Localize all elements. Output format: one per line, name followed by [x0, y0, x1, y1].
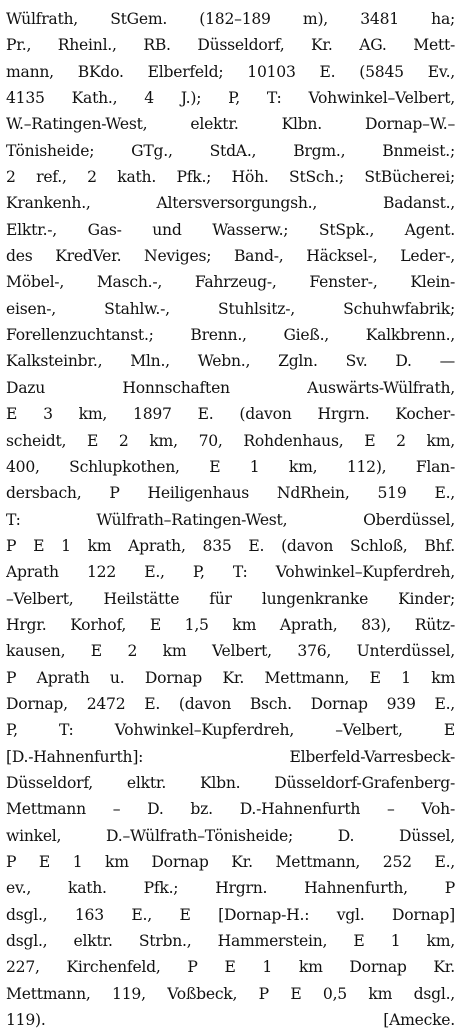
- entry-text-line: Dazu Honnschaften Auswärts-Wülfrath,: [6, 378, 455, 397]
- entry-text-line: Mettmann – D. bz. D.-Hahnenfurth – Voh-: [6, 800, 455, 819]
- entry-text-line: Tönisheide; GTg., StdA., Brgm., Bnmeist.;: [6, 141, 455, 160]
- entry-text-line: Hrgr. Korhof, E 1,5 km Aprath, 83), Rütz-: [6, 615, 455, 634]
- entry-text-line: mann, BKdo. Elberfeld; 10103 E. (5845 Ev.,: [6, 62, 455, 81]
- entry-text-line: Elktr.-, Gas- und Wasserw.; StSpk., Agent.: [6, 220, 455, 239]
- entry-text-line: 119). [Amecke.: [6, 1011, 455, 1030]
- entry-text-line: Pr., Rheinl., RB. Düsseldorf, Kr. AG. Mett-: [6, 36, 455, 55]
- entry-text-line: P E 1 km Dornap Kr. Mettmann, 252 E.,: [6, 853, 455, 871]
- entry-text-line: scheidt, E 2 km, 70, Rohdenhaus, E 2 km,: [6, 431, 455, 450]
- entry-text-line: P, T: Vohwinkel–Kupferdreh, –Velbert, E: [6, 721, 455, 740]
- entry-text-line: 227, Kirchenfeld, P E 1 km Dornap Kr.: [6, 958, 455, 977]
- entry-text-line: Wülfrath, StGem. (182–189 m), 3481 ha;: [6, 10, 455, 28]
- entry-text-line: P E 1 km Aprath, 835 E. (davon Schloß, Bhf.: [6, 536, 455, 555]
- entry-text-line: T: Wülfrath–Ratingen-West, Oberdüssel,: [6, 510, 455, 529]
- entry-text-line: 2 ref., 2 kath. Pfk.; Höh. StSch.; StBücherei;: [6, 168, 455, 187]
- entry-text-line: P Aprath u. Dornap Kr. Mettmann, E 1 km: [6, 668, 455, 687]
- entry-text-line: Möbel-, Masch.-, Fahrzeug-, Fenster-, Klein-: [6, 273, 455, 292]
- entry-text-line: eisen-, Stahlw.-, Stuhlsitz-, Schuhwfabrik;: [6, 299, 455, 318]
- entry-text-line: Aprath 122 E., P, T: Vohwinkel–Kupferdreh,: [6, 563, 455, 582]
- entry-text-line: W.–Ratingen-West, elektr. Klbn. Dornap–W.–: [6, 115, 455, 134]
- entry-text-line: Kalksteinbr., Mln., Webn., Zgln. Sv. D. —: [6, 352, 455, 371]
- entry-text-line: E 3 km, 1897 E. (davon Hrgrn. Kocher-: [6, 405, 455, 424]
- entry-text-line: des KredVer. Neviges; Band-, Häcksel-, Leder-,: [6, 247, 455, 266]
- entry-text-line: dersbach, P Heiligenhaus NdRhein, 519 E.,: [6, 484, 455, 503]
- entry-text-line: kausen, E 2 km Velbert, 376, Unterdüssel,: [6, 642, 455, 661]
- entry-text-line: Dornap, 2472 E. (davon Bsch. Dornap 939 E.,: [6, 694, 455, 713]
- entry-text-line: ev., kath. Pfk.; Hrgrn. Hahnenfurth, P: [6, 879, 455, 898]
- entry-text-line: Forellenzuchtanst.; Brenn., Gieß., Kalkbrenn.,: [6, 326, 455, 345]
- entry-text-line: dsgl., 163 E., E [Dornap-H.: vgl. Dornap]: [6, 905, 455, 924]
- entry-text-line: Düsseldorf, elktr. Klbn. Düsseldorf-Grafenberg-: [6, 773, 455, 792]
- entry-text-line: Krankenh., Altersversorgungsh., Badanst.,: [6, 194, 455, 213]
- entry-text-line: [D.-Hahnenfurth]: Elberfeld-Varresbeck-: [6, 747, 455, 766]
- entry-text-line: –Velbert, Heilstätte für lungenkranke Kinder;: [6, 589, 455, 608]
- entry-text-line: dsgl., elktr. Strbn., Hammerstein, E 1 km,: [6, 932, 455, 951]
- entry-text-line: 4135 Kath., 4 J.); P, T: Vohwinkel–Velbert,: [6, 89, 455, 108]
- entry-text-line: Mettmann, 119, Voßbeck, P E 0,5 km dsgl.,: [6, 984, 455, 1003]
- entry-text-line: winkel, D.–Wülfrath–Tönisheide; D. Düssel,: [6, 826, 455, 845]
- entry-text-line: 400, Schlupkothen, E 1 km, 112), Flan-: [6, 457, 455, 476]
